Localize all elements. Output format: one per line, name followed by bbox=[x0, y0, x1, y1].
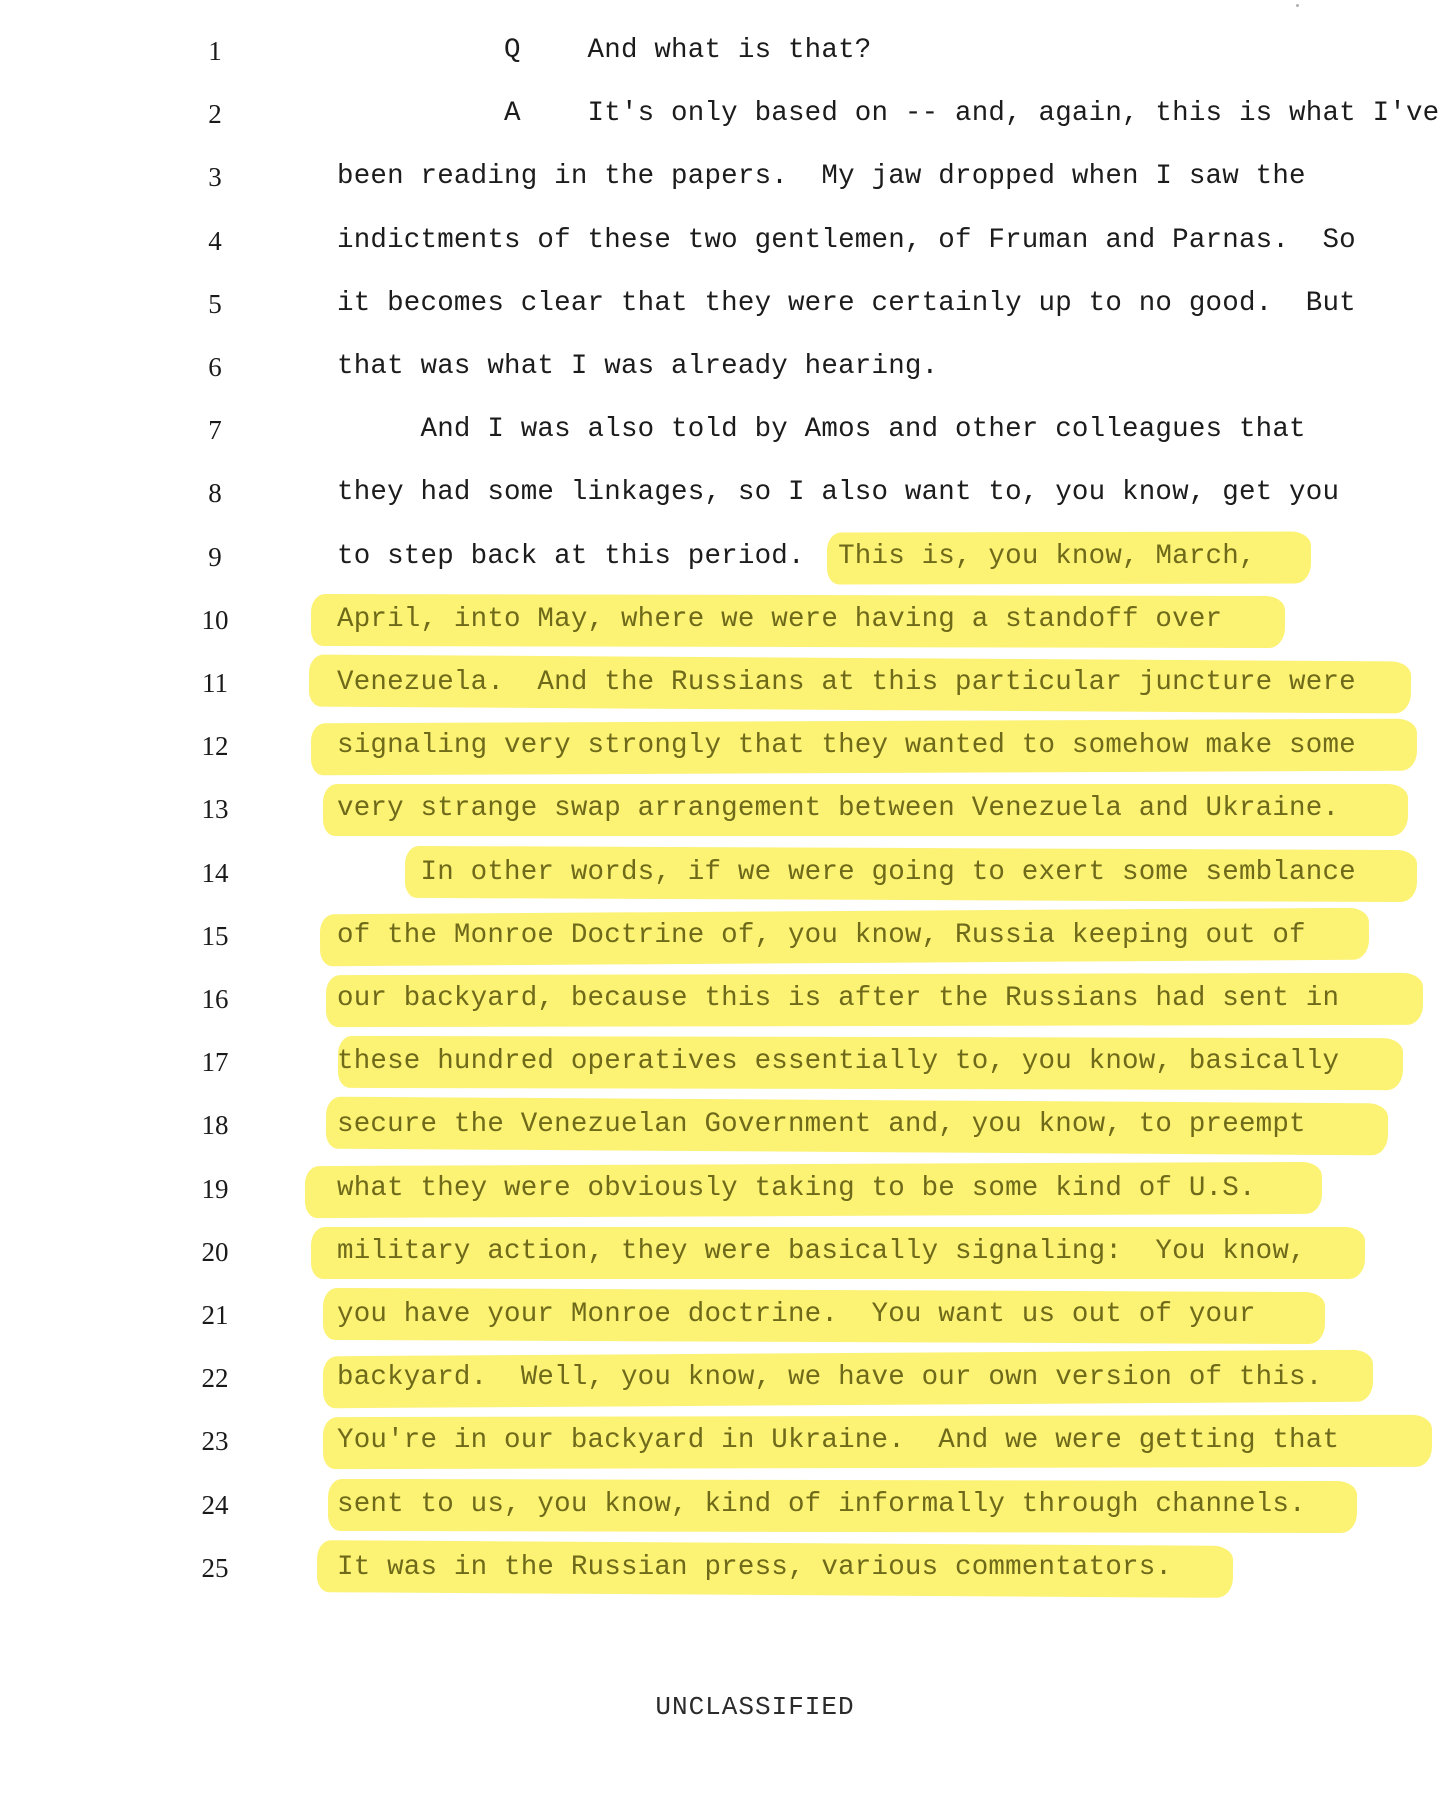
line-number: 2 bbox=[208, 99, 222, 130]
transcript-line bbox=[0, 1094, 1440, 1157]
line-number: 18 bbox=[201, 1110, 229, 1141]
line-text-highlighted: of the Monroe Doctrine of, you know, Russia keeping out of bbox=[337, 919, 1306, 951]
line-text bbox=[337, 97, 1439, 131]
transcript-line bbox=[0, 968, 1440, 1031]
line-text-highlighted: you have your Monroe doctrine. You want us out of your bbox=[337, 1299, 1256, 1330]
line-text-highlighted: April, into May, where we were having a standoff over bbox=[337, 603, 1223, 635]
line-number: 16 bbox=[201, 984, 229, 1014]
line-text bbox=[337, 1488, 1306, 1522]
line-text bbox=[337, 1424, 1339, 1458]
transcript-line bbox=[0, 905, 1440, 968]
transcript-line bbox=[0, 462, 1440, 525]
line-text bbox=[337, 1361, 1322, 1395]
line-text bbox=[337, 160, 1306, 194]
transcript-line bbox=[0, 652, 1440, 715]
line-text bbox=[337, 1235, 1306, 1269]
line-number: 21 bbox=[201, 1300, 229, 1330]
line-text bbox=[337, 224, 1356, 258]
line-number: 3 bbox=[208, 162, 222, 193]
transcript-line bbox=[0, 1221, 1440, 1284]
line-number: 25 bbox=[201, 1552, 229, 1583]
line-number: 9 bbox=[208, 541, 222, 572]
line-text-highlighted: secure the Venezuelan Government and, you know, to preempt bbox=[337, 1109, 1306, 1141]
line-text bbox=[337, 540, 1256, 574]
line-text bbox=[337, 603, 1222, 637]
transcript-line bbox=[0, 336, 1440, 399]
line-text-highlighted: This is, you know, March, bbox=[838, 540, 1256, 572]
line-text bbox=[337, 1298, 1256, 1332]
line-text-plain: they had some linkages, so I also want to, you know, get you bbox=[337, 477, 1340, 509]
line-number: 12 bbox=[201, 731, 229, 762]
transcript-line bbox=[0, 1474, 1440, 1537]
line-text-plain: A It's only based on -- and, again, this is what I've bbox=[337, 98, 1440, 130]
line-text-highlighted: our backyard, because this is after the Russians had sent in bbox=[337, 983, 1340, 1014]
line-text bbox=[337, 1108, 1306, 1142]
transcript-line bbox=[0, 842, 1440, 905]
line-text-plain: indictments of these two gentlemen, of Fruman and Parnas. So bbox=[337, 224, 1356, 256]
transcript-line bbox=[0, 778, 1440, 841]
transcript-line bbox=[0, 1031, 1440, 1094]
line-text bbox=[337, 919, 1306, 953]
transcript-line bbox=[0, 1158, 1440, 1221]
transcript-line bbox=[0, 715, 1440, 778]
line-number: 1 bbox=[208, 36, 222, 66]
line-number: 22 bbox=[201, 1363, 229, 1394]
scan-speck bbox=[1296, 4, 1299, 7]
line-number: 19 bbox=[201, 1173, 229, 1204]
line-number: 8 bbox=[208, 478, 222, 509]
line-text-highlighted: military action, they were basically signaling: You know, bbox=[337, 1235, 1306, 1267]
line-number: 23 bbox=[201, 1426, 229, 1457]
line-text-highlighted: what they were obviously taking to be some kind of U.S. bbox=[337, 1172, 1256, 1204]
line-text bbox=[337, 982, 1339, 1016]
line-text bbox=[337, 792, 1339, 826]
line-text-highlighted: Venezuela. And the Russians at this particular juncture were bbox=[337, 667, 1356, 698]
transcript-line bbox=[0, 589, 1440, 652]
line-number: 20 bbox=[201, 1236, 229, 1267]
line-number: 15 bbox=[201, 920, 229, 951]
line-text bbox=[337, 413, 1306, 447]
line-text-plain: it becomes clear that they were certainly up to no good. But bbox=[337, 287, 1356, 319]
line-text bbox=[337, 476, 1339, 510]
line-number: 13 bbox=[201, 794, 229, 825]
line-text-plain: to step back at this period. bbox=[337, 540, 839, 572]
line-number: 4 bbox=[208, 225, 222, 256]
line-text bbox=[337, 856, 1356, 890]
transcript-line bbox=[0, 1284, 1440, 1347]
transcript-line bbox=[0, 1347, 1440, 1410]
line-text-highlighted: sent to us, you know, kind of informally through channels. bbox=[337, 1488, 1306, 1520]
line-number: 7 bbox=[208, 415, 222, 446]
line-text bbox=[337, 1551, 1172, 1585]
line-text-plain: And I was also told by Amos and other colleagues that bbox=[337, 414, 1306, 446]
line-text bbox=[337, 1172, 1256, 1206]
line-text-plain bbox=[337, 857, 421, 888]
line-text-highlighted: backyard. Well, you know, we have our own version of this. bbox=[337, 1362, 1323, 1394]
transcript-line bbox=[0, 210, 1440, 273]
line-text-plain: Q And what is that? bbox=[337, 35, 872, 66]
line-text-plain: that was what I was already hearing. bbox=[337, 351, 939, 382]
line-text-highlighted: very strange swap arrangement between Venezuela and Ukraine. bbox=[337, 793, 1340, 825]
line-number: 14 bbox=[201, 857, 229, 888]
line-number: 6 bbox=[208, 352, 222, 382]
line-text-highlighted: You're in our backyard in Ukraine. And we were getting that bbox=[337, 1425, 1340, 1457]
transcript-line bbox=[0, 1537, 1440, 1600]
line-number: 10 bbox=[201, 604, 229, 635]
line-text-plain: been reading in the papers. My jaw dropped when I saw the bbox=[337, 161, 1306, 193]
line-number: 24 bbox=[201, 1489, 229, 1520]
line-text bbox=[337, 1045, 1339, 1079]
transcript-line bbox=[0, 1410, 1440, 1473]
line-text-highlighted: these hundred operatives essentially to, you know, basically bbox=[337, 1046, 1340, 1078]
transcript-line bbox=[0, 526, 1440, 589]
line-number: 11 bbox=[202, 668, 228, 698]
transcript-line bbox=[0, 146, 1440, 209]
line-text-highlighted: signaling very strongly that they wanted to somehow make some bbox=[337, 730, 1356, 762]
transcript-line bbox=[0, 20, 1440, 83]
line-number: 17 bbox=[201, 1047, 229, 1078]
line-text bbox=[337, 350, 938, 384]
line-text-highlighted: In other words, if we were going to exert some semblance bbox=[420, 856, 1356, 888]
line-text bbox=[337, 287, 1356, 321]
line-text bbox=[337, 34, 872, 68]
line-number: 5 bbox=[208, 288, 222, 319]
line-text bbox=[337, 666, 1356, 700]
transcript-line bbox=[0, 273, 1440, 336]
transcript-line bbox=[0, 399, 1440, 462]
line-text bbox=[337, 729, 1356, 763]
classification-footer: UNCLASSIFIED bbox=[655, 1692, 855, 1722]
line-text-highlighted: It was in the Russian press, various commentators. bbox=[337, 1551, 1173, 1583]
transcript-line bbox=[0, 83, 1440, 146]
